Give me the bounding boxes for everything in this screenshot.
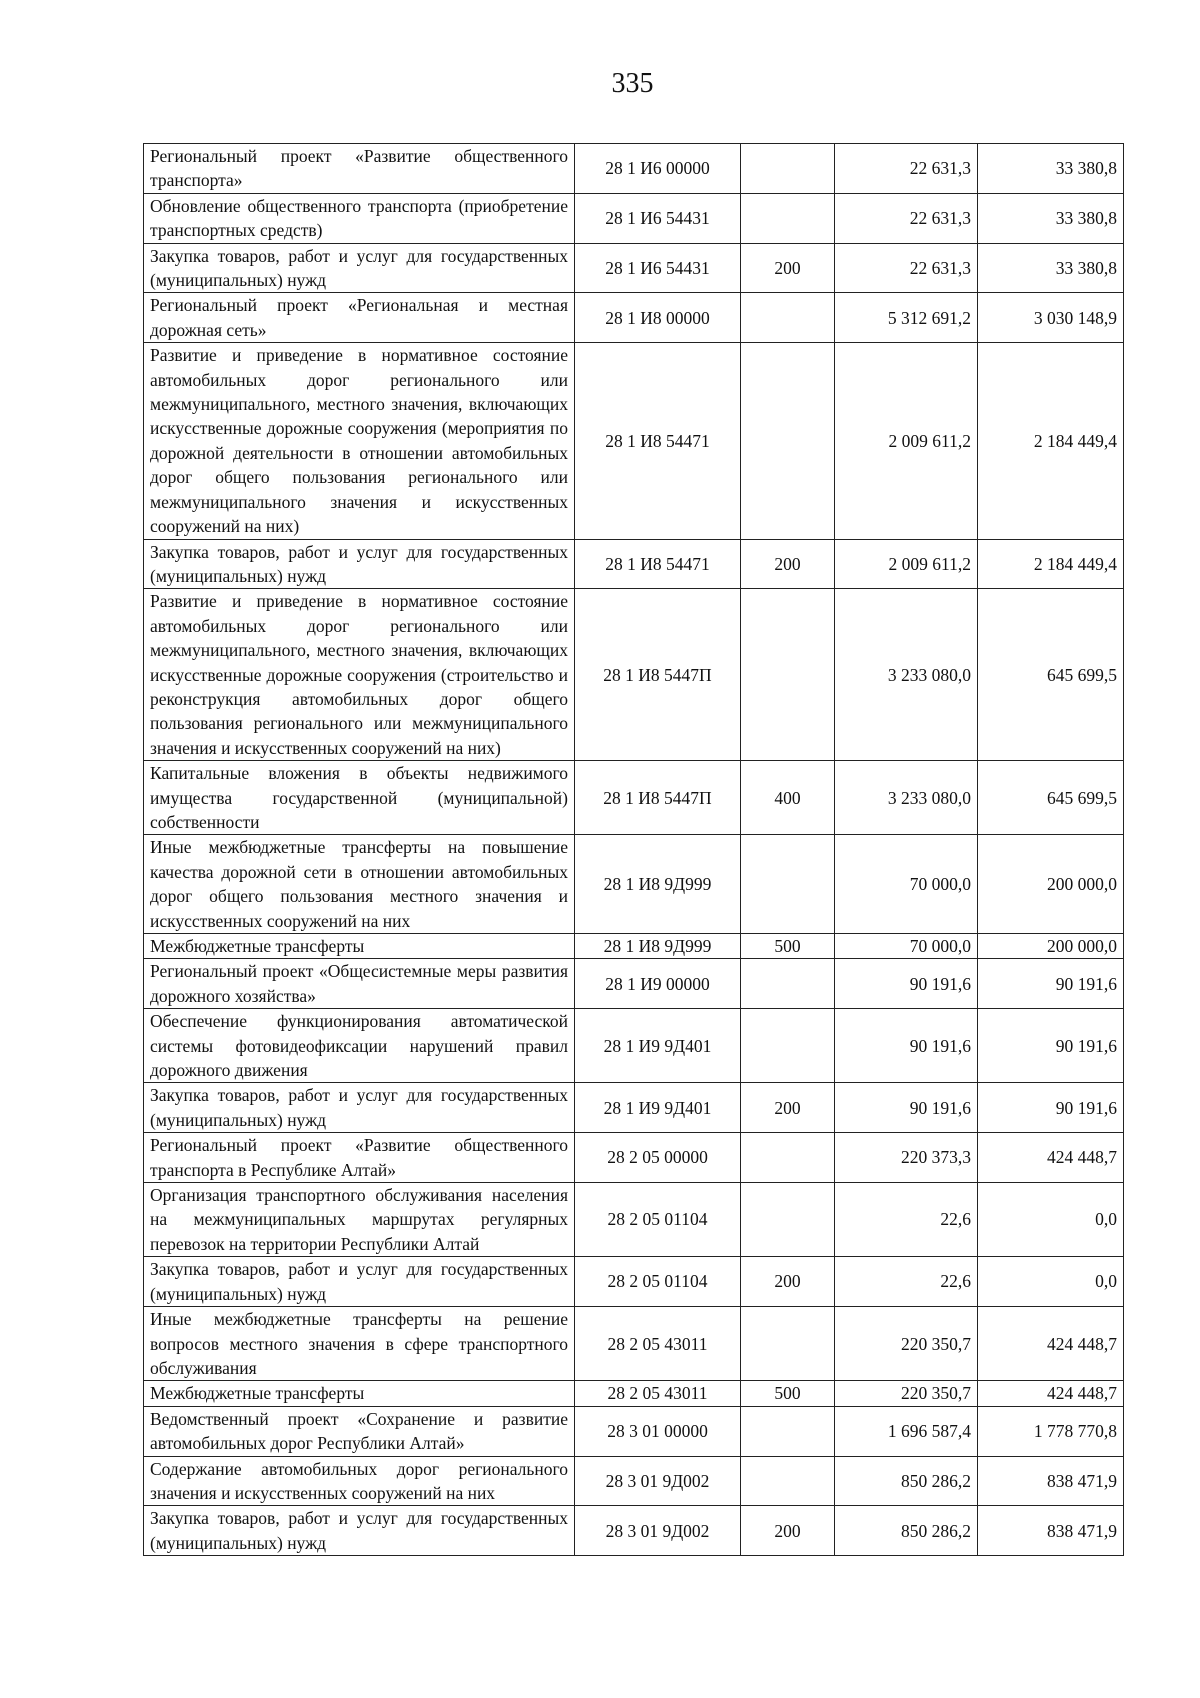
amount-year-1: 3 233 080,0: [835, 589, 978, 761]
table-row: [144, 835, 1124, 934]
amount-year-1: 2 009 611,2: [835, 343, 978, 539]
table-row: [144, 1083, 1124, 1133]
expense-type: 500: [741, 934, 835, 959]
amount-year-1: 70 000,0: [835, 934, 978, 959]
target-code: 28 1 И6 00000: [575, 144, 741, 194]
amount-year-2: 33 380,8: [978, 243, 1124, 293]
expense-type: [741, 1009, 835, 1083]
item-name: Межбюджетные трансферты: [144, 1381, 575, 1406]
amount-year-2: 2 184 449,4: [978, 539, 1124, 589]
target-code: 28 2 05 00000: [575, 1133, 741, 1183]
amount-year-1: 850 286,2: [835, 1456, 978, 1506]
target-code: 28 1 И8 9Д999: [575, 835, 741, 934]
amount-year-2: 2 184 449,4: [978, 343, 1124, 539]
amount-year-1: 220 373,3: [835, 1133, 978, 1183]
item-name: Закупка товаров, работ и услуг для государственных (муниципальных) нужд: [144, 1257, 575, 1307]
table-row: [144, 959, 1124, 1009]
expense-type: [741, 193, 835, 243]
amount-year-1: 22 631,3: [835, 144, 978, 194]
table-row: [144, 1257, 1124, 1307]
target-code: 28 1 И9 00000: [575, 959, 741, 1009]
target-code: 28 1 И8 5447П: [575, 589, 741, 761]
expense-type: [741, 1133, 835, 1183]
amount-year-1: 2 009 611,2: [835, 539, 978, 589]
item-name: Закупка товаров, работ и услуг для государственных (муниципальных) нужд: [144, 1506, 575, 1556]
expense-type: 200: [741, 1083, 835, 1133]
expense-type: [741, 144, 835, 194]
table-row: [144, 761, 1124, 835]
table-row: [144, 539, 1124, 589]
amount-year-1: 22,6: [835, 1257, 978, 1307]
amount-year-1: 850 286,2: [835, 1506, 978, 1556]
amount-year-1: 90 191,6: [835, 1009, 978, 1083]
amount-year-1: 22 631,3: [835, 193, 978, 243]
target-code: 28 1 И8 54471: [575, 343, 741, 539]
item-name: Региональный проект «Региональная и местная дорожная сеть»: [144, 293, 575, 343]
item-name: Региональный проект «Общесистемные меры развития дорожного хозяйства»: [144, 959, 575, 1009]
item-name: Развитие и приведение в нормативное состояние автомобильных дорог регионального или межмуниципального, местного значения, включающих искусственные дорожные сооружения (строительство и реконструкция автомобильных дорог общего пользования регионального или межмуниципального значения и искусственных сооружений на них): [144, 589, 575, 761]
table-row: [144, 343, 1124, 539]
target-code: 28 2 05 43011: [575, 1307, 741, 1381]
expense-type: [741, 293, 835, 343]
table-row: [144, 1009, 1124, 1083]
amount-year-2: 0,0: [978, 1183, 1124, 1257]
item-name: Закупка товаров, работ и услуг для государственных (муниципальных) нужд: [144, 1083, 575, 1133]
expense-type: [741, 343, 835, 539]
item-name: Обновление общественного транспорта (приобретение транспортных средств): [144, 193, 575, 243]
amount-year-2: 424 448,7: [978, 1307, 1124, 1381]
item-name: Развитие и приведение в нормативное состояние автомобильных дорог регионального или межмуниципального, местного значения, включающих искусственные дорожные сооружения (мероприятия по дорожной деятельности в отношении автомобильных дорог общего пользования регионального или межмуниципального значения и искусственных сооружений на них): [144, 343, 575, 539]
amount-year-2: 645 699,5: [978, 761, 1124, 835]
amount-year-1: 1 696 587,4: [835, 1406, 978, 1456]
table-row: [144, 1133, 1124, 1183]
item-name: Региональный проект «Развитие общественного транспорта в Республике Алтай»: [144, 1133, 575, 1183]
target-code: 28 1 И8 5447П: [575, 761, 741, 835]
amount-year-1: 90 191,6: [835, 1083, 978, 1133]
amount-year-2: 838 471,9: [978, 1456, 1124, 1506]
item-name: Обеспечение функционирования автоматической системы фотовидеофиксации нарушений правил дорожного движения: [144, 1009, 575, 1083]
amount-year-2: 200 000,0: [978, 835, 1124, 934]
expense-type: [741, 1183, 835, 1257]
table-row: [144, 1381, 1124, 1406]
amount-year-2: 1 778 770,8: [978, 1406, 1124, 1456]
amount-year-2: 838 471,9: [978, 1506, 1124, 1556]
table-row: [144, 589, 1124, 761]
item-name: Организация транспортного обслуживания населения на межмуниципальных маршрутах регулярных перевозок на территории Республики Алтай: [144, 1183, 575, 1257]
amount-year-2: 424 448,7: [978, 1381, 1124, 1406]
target-code: 28 1 И8 00000: [575, 293, 741, 343]
item-name: Закупка товаров, работ и услуг для государственных (муниципальных) нужд: [144, 243, 575, 293]
page-number: 335: [611, 68, 654, 99]
amount-year-2: 90 191,6: [978, 959, 1124, 1009]
amount-year-1: 5 312 691,2: [835, 293, 978, 343]
expense-type: 200: [741, 1506, 835, 1556]
table-row: [144, 144, 1124, 194]
amount-year-1: 22 631,3: [835, 243, 978, 293]
amount-year-1: 3 233 080,0: [835, 761, 978, 835]
amount-year-2: 33 380,8: [978, 193, 1124, 243]
amount-year-1: 220 350,7: [835, 1307, 978, 1381]
item-name: Содержание автомобильных дорог регионального значения и искусственных сооружений на них: [144, 1456, 575, 1506]
amount-year-2: 33 380,8: [978, 144, 1124, 194]
target-code: 28 1 И9 9Д401: [575, 1009, 741, 1083]
amount-year-1: 70 000,0: [835, 835, 978, 934]
table-row: [144, 193, 1124, 243]
table-row: [144, 243, 1124, 293]
budget-table: [143, 143, 1124, 1556]
target-code: 28 3 01 9Д002: [575, 1506, 741, 1556]
item-name: Капитальные вложения в объекты недвижимого имущества государственной (муниципальной) собственности: [144, 761, 575, 835]
amount-year-1: 220 350,7: [835, 1381, 978, 1406]
budget-table-body: [144, 144, 1124, 1556]
expense-type: 500: [741, 1381, 835, 1406]
amount-year-1: 90 191,6: [835, 959, 978, 1009]
amount-year-2: 3 030 148,9: [978, 293, 1124, 343]
expense-type: 200: [741, 539, 835, 589]
item-name: Региональный проект «Развитие общественного транспорта»: [144, 144, 575, 194]
expense-type: 200: [741, 243, 835, 293]
expense-type: [741, 835, 835, 934]
target-code: 28 3 01 9Д002: [575, 1456, 741, 1506]
expense-type: [741, 589, 835, 761]
target-code: 28 1 И6 54431: [575, 193, 741, 243]
item-name: Ведомственный проект «Сохранение и развитие автомобильных дорог Республики Алтай»: [144, 1406, 575, 1456]
expense-type: 200: [741, 1257, 835, 1307]
target-code: 28 2 05 43011: [575, 1381, 741, 1406]
amount-year-2: 645 699,5: [978, 589, 1124, 761]
expense-type: [741, 959, 835, 1009]
target-code: 28 2 05 01104: [575, 1183, 741, 1257]
table-row: [144, 1456, 1124, 1506]
expense-type: [741, 1307, 835, 1381]
target-code: 28 1 И9 9Д401: [575, 1083, 741, 1133]
target-code: 28 1 И6 54431: [575, 243, 741, 293]
target-code: 28 1 И8 54471: [575, 539, 741, 589]
amount-year-2: 90 191,6: [978, 1009, 1124, 1083]
table-row: [144, 1307, 1124, 1381]
amount-year-2: 424 448,7: [978, 1133, 1124, 1183]
amount-year-2: 90 191,6: [978, 1083, 1124, 1133]
amount-year-1: 22,6: [835, 1183, 978, 1257]
item-name: Межбюджетные трансферты: [144, 934, 575, 959]
expense-type: [741, 1456, 835, 1506]
item-name: Иные межбюджетные трансферты на решение вопросов местного значения в сфере транспортного обслуживания: [144, 1307, 575, 1381]
table-row: [144, 1406, 1124, 1456]
target-code: 28 3 01 00000: [575, 1406, 741, 1456]
target-code: 28 2 05 01104: [575, 1257, 741, 1307]
table-row: [144, 1506, 1124, 1556]
expense-type: [741, 1406, 835, 1456]
item-name: Закупка товаров, работ и услуг для государственных (муниципальных) нужд: [144, 539, 575, 589]
expense-type: 400: [741, 761, 835, 835]
amount-year-2: 200 000,0: [978, 934, 1124, 959]
table-row: [144, 293, 1124, 343]
table-row: [144, 934, 1124, 959]
amount-year-2: 0,0: [978, 1257, 1124, 1307]
target-code: 28 1 И8 9Д999: [575, 934, 741, 959]
table-row: [144, 1183, 1124, 1257]
item-name: Иные межбюджетные трансферты на повышение качества дорожной сети в отношении автомобильных дорог общего пользования местного значения и искусственных сооружений на них: [144, 835, 575, 934]
